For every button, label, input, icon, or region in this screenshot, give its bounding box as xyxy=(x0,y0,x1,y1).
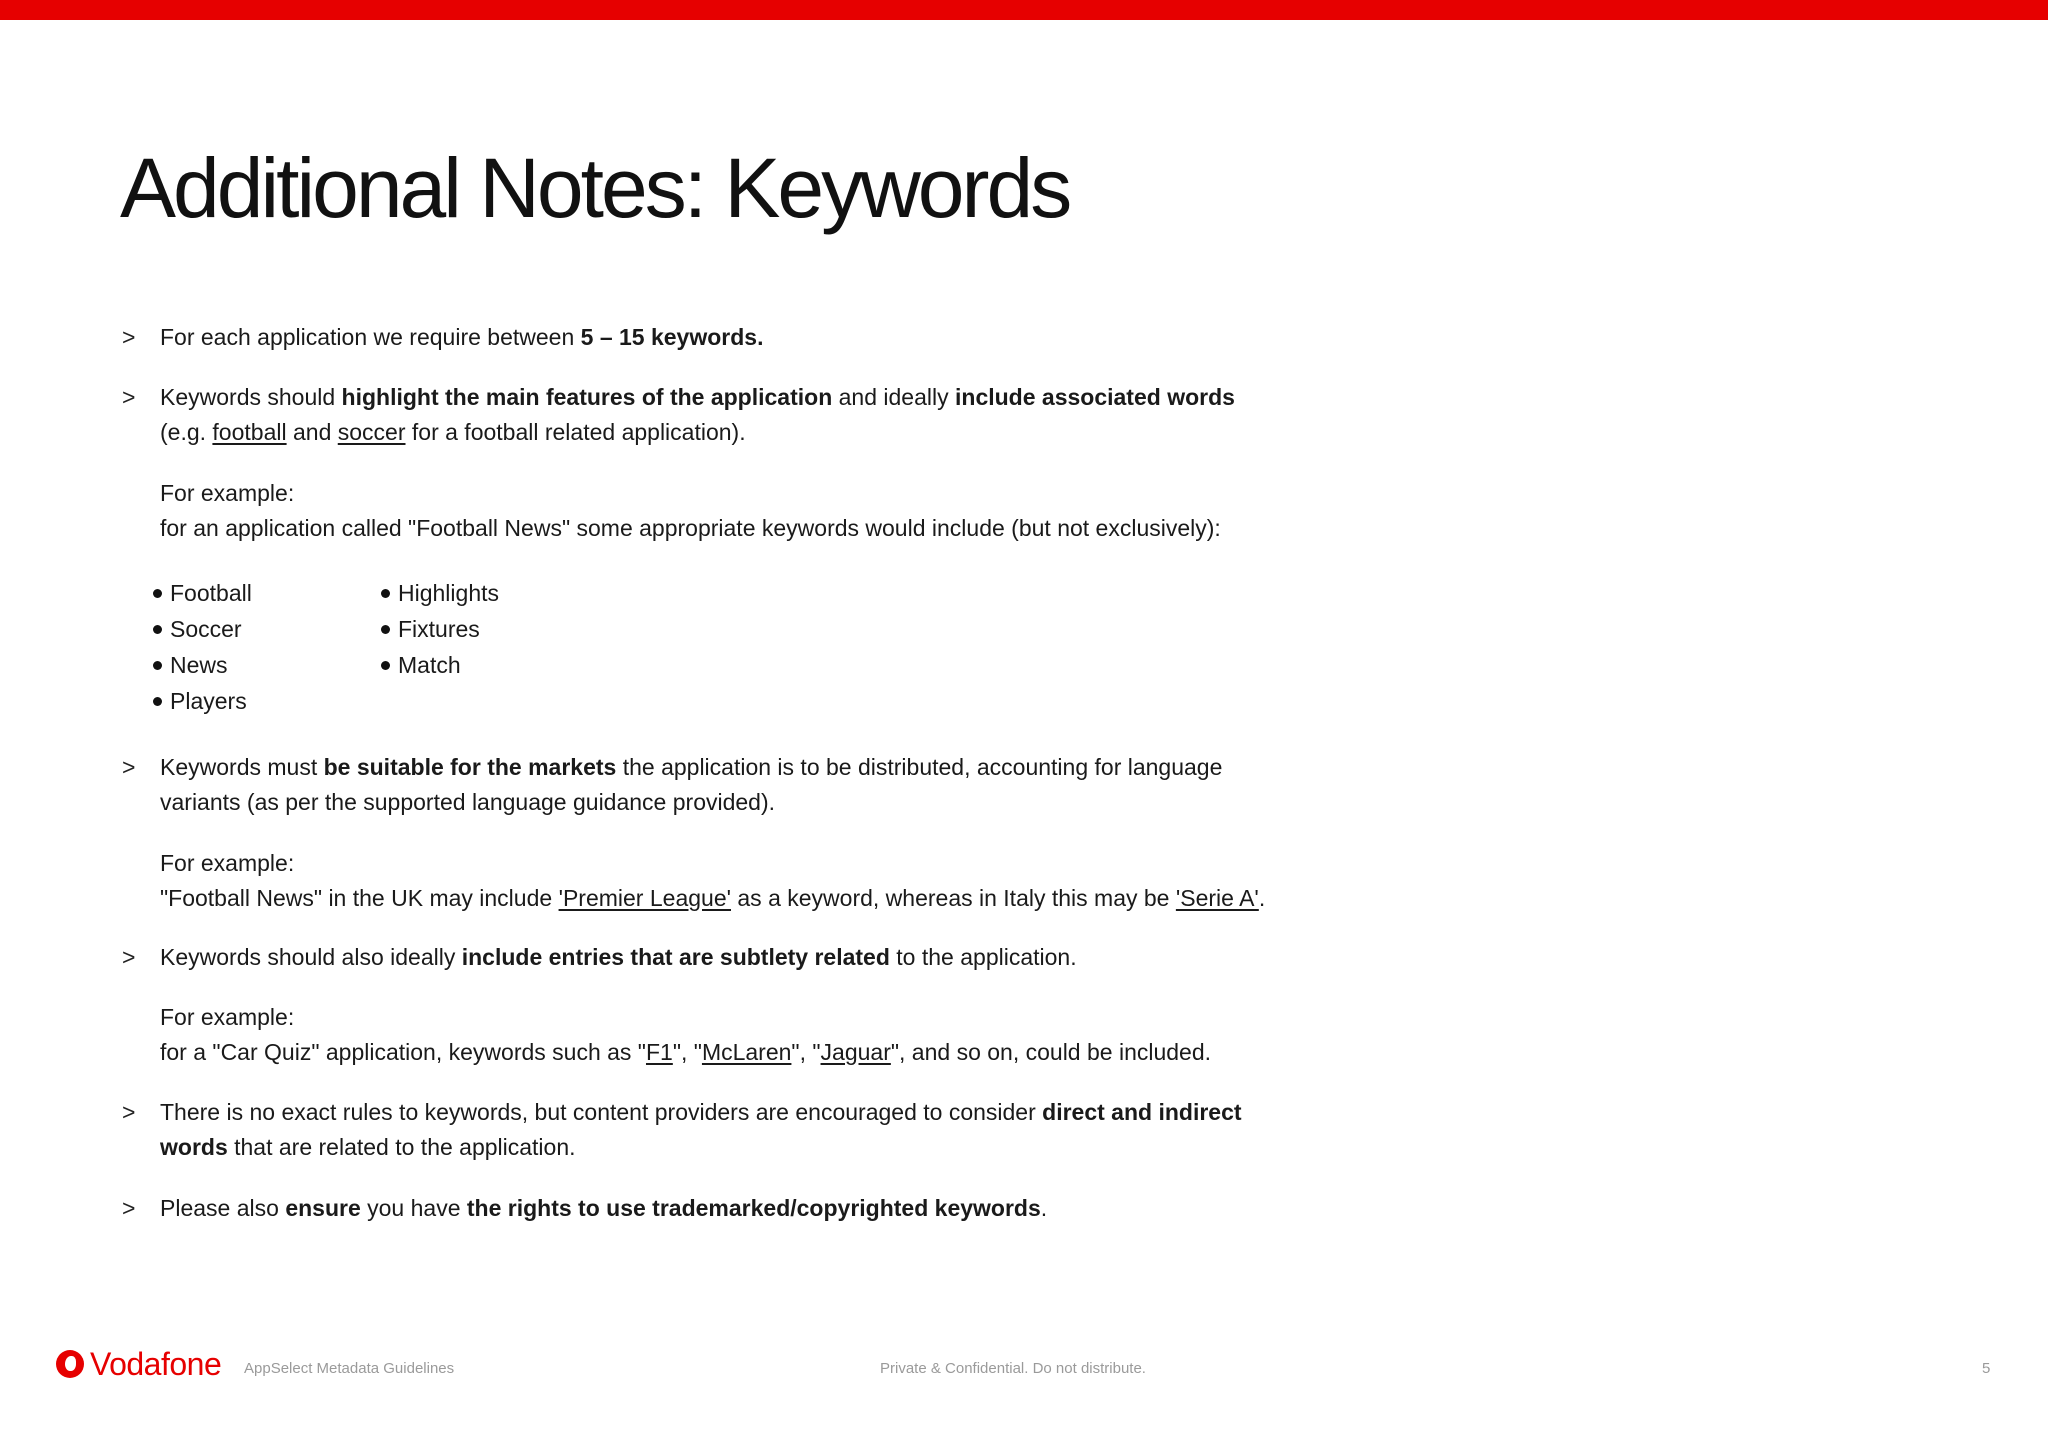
p1-bold: 5 – 15 keywords. xyxy=(580,324,764,350)
example-text: for a "Car Quiz" application, keywords such as "F1", "McLaren", "Jaguar", and so on, could be included. xyxy=(160,1039,1212,1065)
bullet-dot-icon xyxy=(153,697,162,706)
top-accent-bar xyxy=(0,0,2048,20)
list-item: News xyxy=(152,647,252,683)
keyword-list-col-2 xyxy=(380,575,499,683)
keyword-list-col-1 xyxy=(152,575,252,719)
arrow-icon: > xyxy=(122,944,136,970)
premier-league-link: 'Premier League' xyxy=(558,885,731,911)
list-item: Players xyxy=(152,683,252,719)
example-text: "Football News" in the UK may include 'Premier League' as a keyword, whereas in Italy this may be 'Serie A'. xyxy=(160,885,1266,911)
example-label: For example: xyxy=(160,1004,295,1030)
bullet-dot-icon xyxy=(153,589,162,598)
list-item: Football xyxy=(152,575,252,611)
arrow-icon: > xyxy=(122,1099,136,1125)
arrow-icon: > xyxy=(122,384,136,410)
page-title: Additional Notes: Keywords xyxy=(120,141,1070,235)
bullet-dot-icon xyxy=(153,661,162,670)
bullet-dot-icon xyxy=(381,661,390,670)
footer xyxy=(0,1340,2048,1400)
example-text: for an application called "Football News" some appropriate keywords would include (but not exclusively): xyxy=(160,515,1221,541)
jaguar-link: Jaguar xyxy=(820,1039,891,1065)
football-link: football xyxy=(212,419,287,445)
list-item: Highlights xyxy=(380,575,499,611)
mclaren-link: McLaren xyxy=(701,1039,792,1065)
arrow-icon: > xyxy=(122,754,136,780)
bullet-dot-icon xyxy=(153,625,162,634)
vodafone-logo-text: Vodafone xyxy=(90,1346,222,1382)
list-item: Soccer xyxy=(152,611,252,647)
footer-doc-title: AppSelect Metadata Guidelines xyxy=(244,1360,455,1377)
arrow-icon: > xyxy=(122,1195,136,1221)
arrow-icon: > xyxy=(122,324,136,350)
vodafone-logo-icon xyxy=(56,1350,84,1378)
page-number: 5 xyxy=(1982,1360,1991,1377)
f1-link: F1 xyxy=(645,1039,673,1065)
serie-a-link: 'Serie A' xyxy=(1175,885,1259,911)
example-label: For example: xyxy=(160,480,295,506)
footer-confidential: Private & Confidential. Do not distribute. xyxy=(880,1360,1146,1377)
example-label: For example: xyxy=(160,850,295,876)
bullet-dot-icon xyxy=(381,589,390,598)
soccer-link: soccer xyxy=(337,419,406,445)
list-item: Fixtures xyxy=(380,611,499,647)
bullet-dot-icon xyxy=(381,625,390,634)
p1-text: For each application we require between xyxy=(160,324,581,350)
list-item: Match xyxy=(380,647,499,683)
